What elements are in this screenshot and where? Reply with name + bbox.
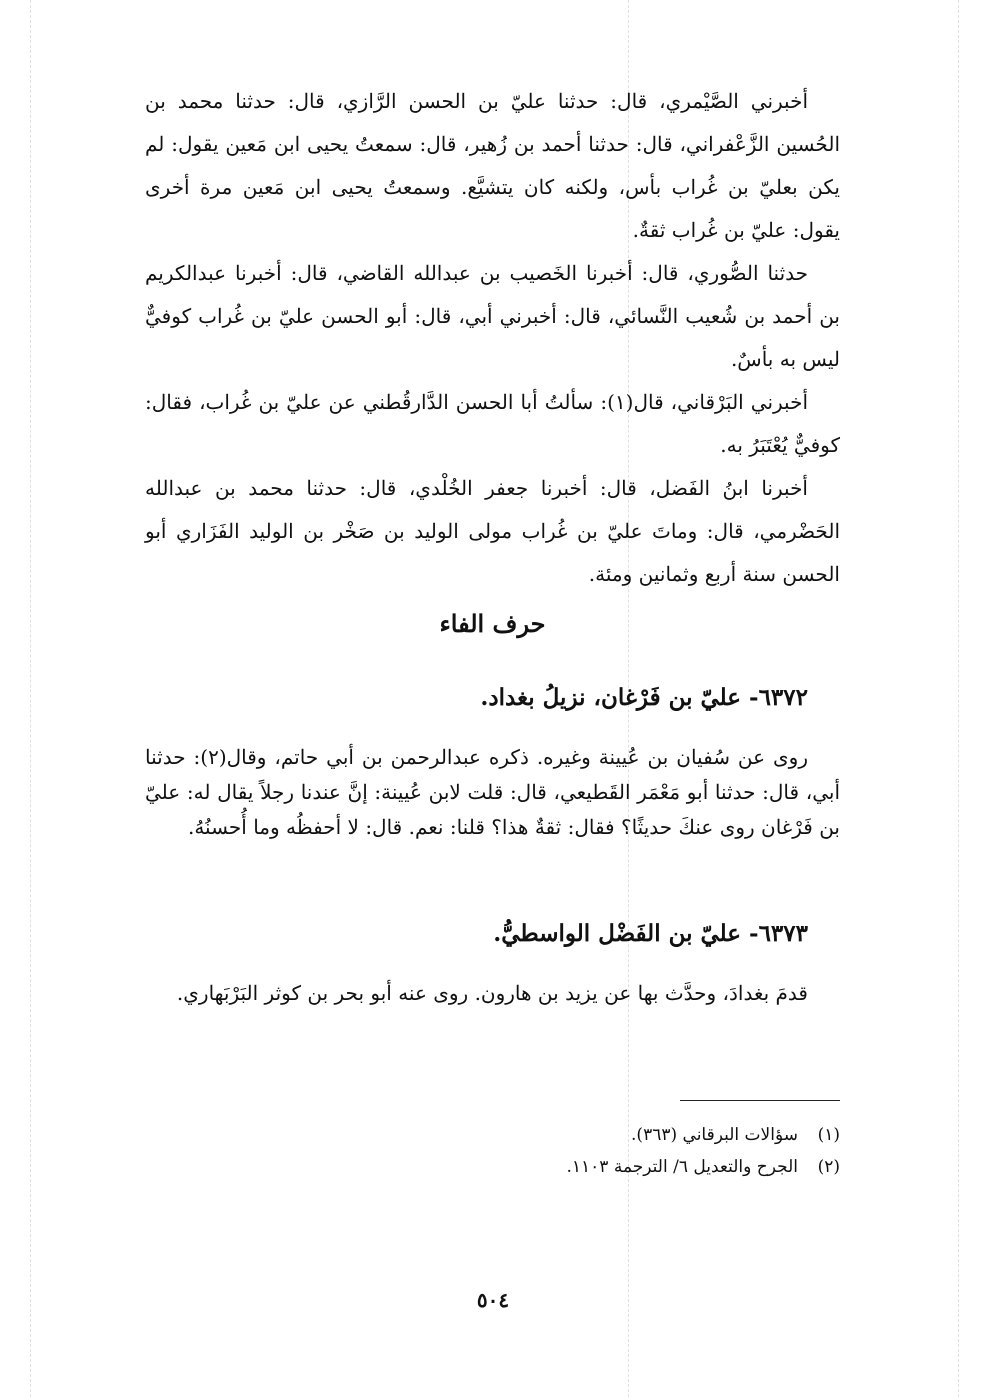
paragraph-3: أخبرني البَرْقاني، قال(١): سألتُ أبا الحسن الدَّارقُطني عن عليّ بن غُراب، فقال: كوفيٌّ يُعْتَبَرُ به.: [145, 390, 840, 457]
entry-6373-body: [145, 972, 840, 1015]
entry-6372-body: [145, 740, 840, 845]
footnote-separator: [680, 1100, 840, 1101]
scan-artifact: [30, 0, 31, 1397]
paragraph-1: أخبرني الصَّيْمري، قال: حدثنا عليّ بن الحسن الرَّازي، قال: حدثنا محمد بن الحُسين الزَّعْفراني، قال: حدثنا أحمد بن زُهير، قال: سمعتُ يحيى ابن مَعين يقول: لم يكن بعليّ بن غُراب بأس، ولكنه كان يتشيَّع. وسمعتُ يحيى ابن مَعين مرة أخرى يقول: عليّ بن غُراب ثقةٌ.: [145, 89, 840, 242]
entry-heading: ٦٣٧٢- عليّ بن فَرْغان، نزيلُ بغداد.: [480, 684, 808, 711]
entry-text: روى عن سُفيان بن عُيينة وغيره. ذكره عبدالرحمن بن أبي حاتم، وقال(٢): حدثنا أبي، قال: حدثنا أبو مَعْمَر القَطيعي، قال: قلت لابن عُيينة: إنَّ عندنا رجلاً يقال له: عليّ بن فَرْغان روى عنكَ حديثًا؟ فقال: ثقةٌ هذا؟ قلنا: نعم. قال: لا أحفظُه وما أُحسنُهُ.: [145, 745, 840, 839]
paragraph-2: حدثنا الصُّوري، قال: أخبرنا الخَصيب بن عبدالله القاضي، قال: أخبرنا عبدالكريم بن أحمد بن شُعيب النَّسائي، قال: أخبرني أبي، قال: أبو الحسن عليّ بن غُراب كوفيٌّ ليس به بأسٌ.: [145, 261, 840, 371]
page-number: ٥٠٤: [476, 1288, 510, 1312]
paragraph-4: أخبرنا ابنُ الفَضل، قال: أخبرنا جعفر الخُلْدي، قال: حدثنا محمد بن عبدالله الحَضْرمي، قال: وماتَ عليّ بن غُراب مولى الوليد بن صَخْر بن الوليد الفَزَاري أبو الحسن سنة أربع وثمانين ومئة.: [145, 476, 840, 586]
section-heading: حرف الفاء: [439, 609, 546, 638]
scan-artifact: [958, 0, 959, 1397]
entry-heading: ٦٣٧٣- عليّ بن الفَضْل الواسطيُّ.: [493, 920, 808, 947]
footnote-number: (٢): [817, 1157, 840, 1177]
footnote-number: (١): [817, 1125, 840, 1145]
entry-6373: [145, 912, 840, 955]
top-paragraphs: [145, 80, 840, 596]
footnote-text: سؤالات البرقاني (٣٦٣).: [631, 1125, 798, 1145]
footnote-1: [145, 1120, 840, 1150]
entry-text: قدمَ بغدادَ، وحدَّث بها عن يزيد بن هارون. روى عنه أبو بحر بن كوثر البَرْبَهاري.: [176, 981, 808, 1005]
footnote-2: [145, 1152, 840, 1182]
footnote-text: الجرح والتعديل ٦/ الترجمة ١١٠٣.: [566, 1157, 798, 1177]
entry-6372: [145, 676, 840, 719]
